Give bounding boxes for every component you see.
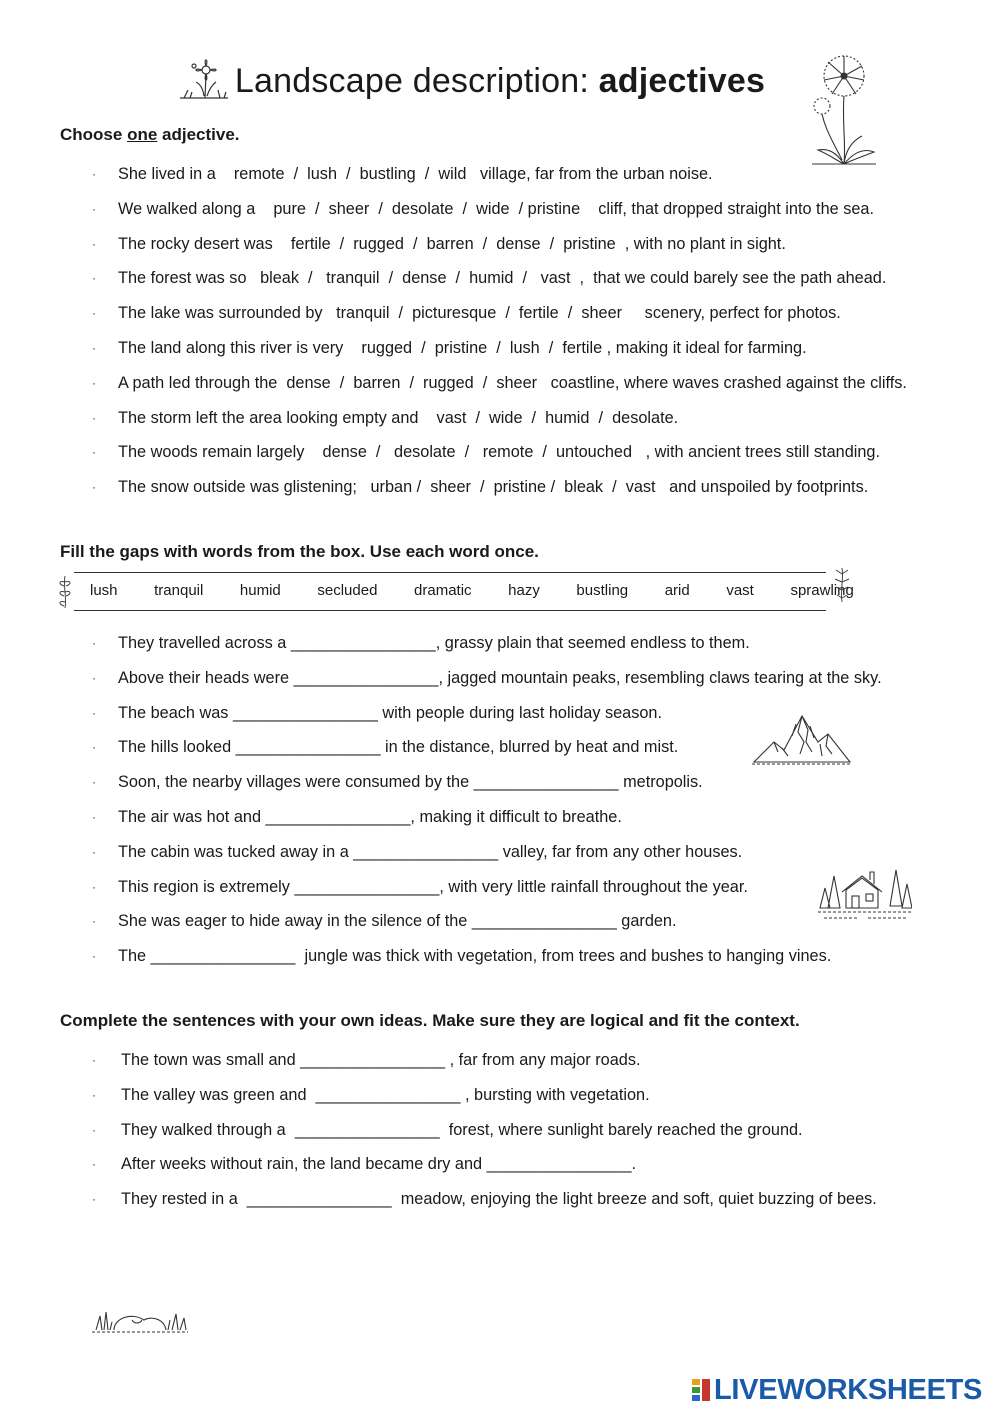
list-item[interactable]: · The forest was so bleak / tranquil / dense / humid / vast , that we could barely see the path ahead. — [90, 261, 907, 296]
word-box-item[interactable]: sprawling — [790, 582, 854, 599]
section2-list — [90, 626, 882, 974]
section3-heading: Complete the sentences with your own ideas. Make sure they are logical and fit the context. — [60, 1011, 800, 1030]
list-item[interactable]: · They walked through a ________________ forest, where sunlight barely reached the ground. — [90, 1113, 877, 1148]
list-item[interactable]: · The rocky desert was fertile / rugged / barren / dense / pristine , with no plant in sight. — [90, 227, 907, 262]
section1-heading: Choose one adjective. — [60, 125, 240, 144]
cabin-illustration — [818, 856, 912, 922]
dandelion-illustration — [806, 52, 882, 168]
section2-heading: Fill the gaps with words from the box. Use each word once. — [60, 542, 539, 561]
list-item[interactable]: · She lived in a remote / lush / bustling / wild village, far from the urban noise. — [90, 157, 907, 192]
bullet: · — [92, 705, 96, 720]
word-box-item[interactable]: lush — [90, 582, 118, 599]
bullet: · — [92, 271, 96, 286]
bullet: · — [92, 445, 96, 460]
word-box-item[interactable]: hazy — [508, 582, 540, 599]
list-item[interactable]: · They rested in a ________________ meadow, enjoying the light breeze and soft, quiet buzzing of bees. — [90, 1182, 877, 1217]
bullet: · — [92, 410, 96, 425]
list-item[interactable]: · The land along this river is very rugged / pristine / lush / fertile , making it ideal for farming. — [90, 331, 907, 366]
bullet: · — [92, 740, 96, 755]
liveworksheets-logo-icon — [692, 1377, 710, 1403]
list-item[interactable]: · This region is extremely ________________, with very little rainfall throughout the year. — [90, 870, 882, 905]
list-item[interactable]: · They travelled across a ________________, grassy plain that seemed endless to them. — [90, 626, 882, 661]
bullet: · — [92, 1087, 96, 1102]
word-box-item[interactable]: vast — [726, 582, 754, 599]
word-box — [74, 572, 854, 610]
word-box-item[interactable]: tranquil — [154, 582, 204, 599]
list-item[interactable]: · Above their heads were ________________, jagged mountain peaks, resembling claws tearing at the sky. — [90, 661, 882, 696]
bullet: · — [92, 844, 96, 859]
list-item[interactable]: · After weeks without rain, the land became dry and ________________. — [90, 1147, 877, 1182]
bullet: · — [92, 201, 96, 216]
rocks-grass-illustration — [92, 1298, 188, 1336]
bullet: · — [92, 879, 96, 894]
bullet: · — [92, 670, 96, 685]
mountain-illustration — [752, 712, 852, 768]
list-item[interactable]: · Soon, the nearby villages were consumed by the ________________ metropolis. — [90, 765, 882, 800]
word-box-item[interactable]: secluded — [317, 582, 378, 599]
bullet: · — [92, 306, 96, 321]
bullet: · — [92, 1053, 96, 1067]
section3-list — [90, 1043, 877, 1217]
title-normal: Landscape description: — [234, 62, 599, 100]
bullet: · — [92, 809, 96, 824]
list-item[interactable]: · The hills looked ________________ in the distance, blurred by heat and mist. — [90, 730, 882, 765]
section1-list — [90, 157, 907, 505]
bullet: · — [92, 375, 96, 390]
bullet: · — [92, 480, 96, 495]
bullet: · — [92, 340, 96, 355]
bullet: · — [92, 914, 96, 929]
word-box-item[interactable]: arid — [664, 582, 690, 599]
bullet: · — [92, 1192, 96, 1207]
word-box-bottom-rule — [74, 610, 826, 611]
list-item[interactable]: · She was eager to hide away in the silence of the ________________ garden. — [90, 904, 882, 939]
list-item[interactable]: · We walked along a pure / sheer / desolate / wide / pristine cliff, that dropped straight into the sea. — [90, 192, 907, 227]
bullet: · — [92, 636, 96, 650]
word-box-item[interactable]: humid — [239, 582, 281, 599]
title-bold: adjectives — [598, 62, 766, 100]
leaf-sprig-right-icon — [830, 566, 854, 604]
list-item[interactable]: · The snow outside was glistening; urban / sheer / pristine / bleak / vast and unspoiled by footprints. — [90, 470, 907, 505]
bullet: · — [92, 775, 96, 790]
list-item[interactable]: · The ________________ jungle was thick with vegetation, from trees and bushes to hanging vines. — [90, 939, 882, 974]
liveworksheets-logo[interactable] — [692, 1374, 992, 1406]
bullet: · — [92, 949, 96, 964]
bullet: · — [92, 1157, 96, 1172]
list-item[interactable]: · The beach was ________________ with people during last holiday season. — [90, 696, 882, 731]
leaf-sprig-left-icon — [54, 574, 76, 610]
list-item[interactable]: · The lake was surrounded by tranquil / picturesque / fertile / sheer scenery, perfect for photos. — [90, 296, 907, 331]
list-item[interactable]: · The valley was green and ________________ , bursting with vegetation. — [90, 1078, 877, 1113]
list-item[interactable]: · The air was hot and ________________, making it difficult to breathe. — [90, 800, 882, 835]
bullet: · — [92, 167, 96, 181]
word-box-item[interactable]: dramatic — [414, 582, 472, 599]
word-box-item[interactable]: bustling — [576, 582, 629, 599]
list-item[interactable]: · The storm left the area looking empty and vast / wide / humid / desolate. — [90, 401, 907, 436]
list-item[interactable]: · The woods remain largely dense / desolate / remote / untouched , with ancient trees still standing. — [90, 435, 907, 470]
liveworksheets-brand: LIVEWORKSHEETS — [714, 1373, 983, 1406]
bullet: · — [92, 236, 96, 251]
bullet: · — [92, 1122, 96, 1137]
list-item[interactable]: · A path led through the dense / barren / rugged / sheer coastline, where waves crashed against the cliffs. — [90, 366, 907, 401]
list-item[interactable]: · The town was small and ________________ , far from any major roads. — [90, 1043, 877, 1078]
word-box-words — [90, 572, 890, 610]
list-item[interactable]: · The cabin was tucked away in a ________________ valley, far from any other houses. — [90, 835, 882, 870]
